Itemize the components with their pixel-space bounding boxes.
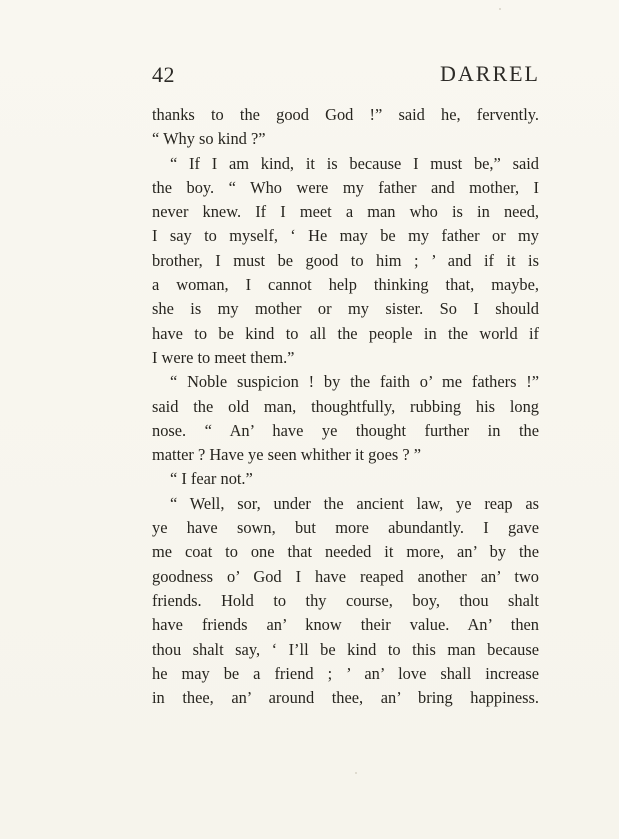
text-line: thanks to the good God !” said he, fervently. — [152, 105, 539, 124]
text-line: “ Well, sor, under the ancient law, ye reap as — [170, 493, 539, 513]
text-line: I were to meet them.” — [152, 347, 295, 367]
running-head — [152, 60, 540, 90]
text-line: the boy. “ Who were my father and mother, I — [152, 177, 539, 197]
paper-speck — [499, 8, 501, 10]
text-line: have to be kind to all the people in the world if — [152, 323, 539, 343]
text-line: goodness o’ God I have reaped another an’ two — [152, 566, 539, 586]
paper-speck — [355, 772, 357, 774]
text-line: he may be a friend ; ’ an’ love shall increase — [152, 663, 539, 683]
text-line: said the old man, thoughtfully, rubbing his long — [152, 396, 539, 416]
text-line: have friends an’ know their value. An’ then — [152, 615, 539, 635]
text-line: nose. “ An’ have ye thought further in the — [152, 420, 539, 440]
text-line: me coat to one that needed it more, an’ by the — [152, 542, 539, 562]
text-line: she is my mother or my sister. So I should — [152, 299, 539, 319]
text-line: “ Why so kind ?” — [152, 129, 266, 149]
text-line: ye have sown, but more abundantly. I gave — [152, 518, 539, 538]
text-line: “ If I am kind, it is because I must be,” said — [170, 153, 539, 173]
text-line: a woman, I cannot help thinking that, maybe, — [152, 275, 539, 295]
body-text — [152, 103, 539, 710]
text-line: in thee, an’ around thee, an’ bring happiness. — [152, 688, 539, 708]
text-line: brother, I must be good to him ; ’ and if it is — [152, 250, 539, 270]
text-line: I say to myself, ‘ He may be my father or my — [152, 226, 539, 246]
text-line: matter ? Have ye seen whither it goes ? ” — [152, 445, 421, 465]
text-line: never knew. If I meet a man who is in need, — [152, 202, 539, 222]
page-number: 42 — [152, 62, 175, 87]
text-line: friends. Hold to thy course, boy, thou shalt — [152, 590, 539, 610]
text-line: thou shalt say, ‘ I’ll be kind to this man because — [152, 639, 539, 659]
running-title: DARREL — [440, 61, 540, 86]
text-line: “ Noble suspicion ! by the faith o’ me fathers !” — [170, 372, 539, 392]
text-line: “ I fear not.” — [170, 469, 253, 489]
